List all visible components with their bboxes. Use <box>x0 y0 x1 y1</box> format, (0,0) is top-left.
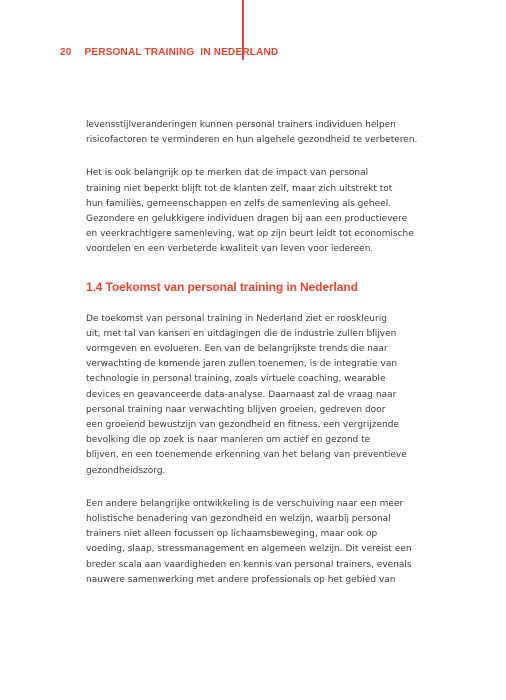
paragraph-4: Een andere belangrijke ontwikkeling is de verschuiving naar een meer holistische benadering van gezondheid en welzijn, waarbij personal trainers niet alleen focussen op lichaamsbeweging, maar ook op voeding, slaap, stressmanagement en algemeen welzijn. Dit vereist een breder scala aan vaardigheden en kennis van personal trainers, evenals nauwere samenwerking met andere professionals op het gebied van <box>86 498 412 585</box>
section-heading: 1.4 Toekomst van personal training in Nederland <box>86 279 358 294</box>
running-title: PERSONAL TRAINING IN NEDERLAND <box>84 47 279 58</box>
page-number: 20 <box>60 47 72 58</box>
running-header <box>60 47 278 61</box>
paragraph-1: levensstijlveranderingen kunnen personal trainers individuen helpen risicofactoren te verminderen en hun algehele gezondheid te verbeteren. <box>86 120 418 146</box>
paragraph-3: De toekomst van personal training in Nederland ziet er rooskleurig uit, met tal van kansen en uitdagingen die de industrie zullen blijven vormgeven en evolueren. Een van de belangrijkste trends die naar verwachting de komende jaren zullen toenemen, is de integratie van technologie in personal training, zoals virtuele coaching, wearable devices en geavanceerde data-analyse. Daarnaast zal de vraag naar personal training naar verwachting blijven groeien, gedreven door een groeiend bewustzijn van gezondheid en fitness, een vergrijzende bevolking die op zoek is naar manieren om actief en gezond te blijven, en een toenemende erkenning van het belang van preventieve gezondheidszorg. <box>86 313 407 476</box>
paragraph-2: Het is ook belangrijk op te merken dat de impact van personal training niet beperkt blijft tot de klanten zelf, maar zich uitstrekt tot hun families, gemeenschappen en zelfs de samenleving als geheel. Gezondere en gelukkigere individuen dragen bij aan een productievere en veerkrachtigere samenleving, wat op zijn beurt leidt tot economische voordelen en een verbeterde kwaliteit van leven voor iedereen. <box>86 168 414 255</box>
page-body <box>86 118 436 606</box>
